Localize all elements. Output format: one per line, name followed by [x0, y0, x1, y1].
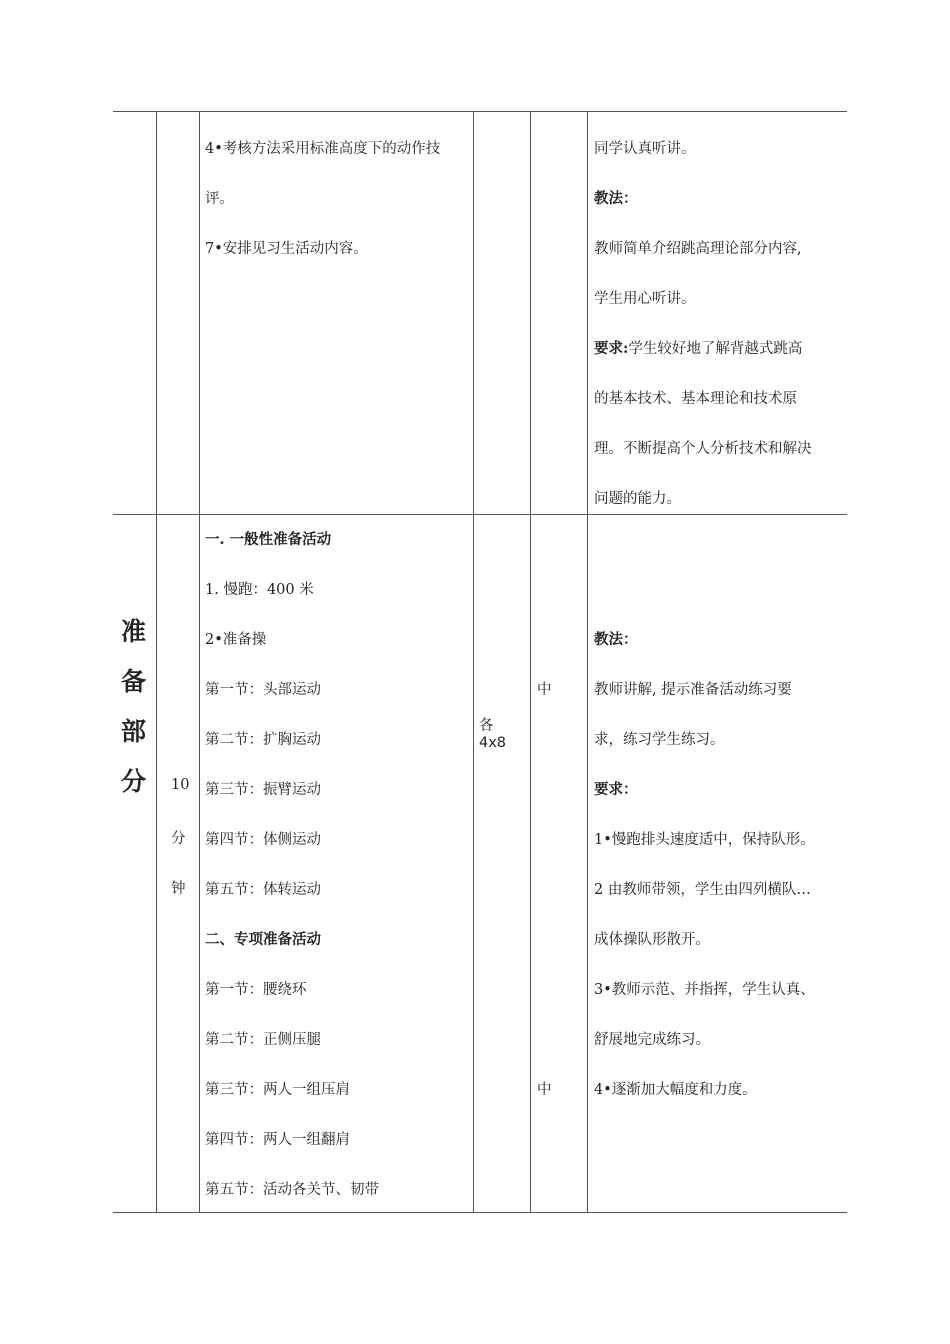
method-line: 同学认真听讲。	[594, 141, 696, 157]
row-divider	[113, 514, 847, 515]
content-line: 第五节：活动各关节、韧带	[205, 1182, 379, 1198]
content-line: 第一节：头部运动	[205, 682, 321, 698]
reps-prefix: 各	[479, 718, 494, 734]
intensity-value: 中	[537, 1082, 552, 1098]
method-line: 的基本技术、基本理论和技术原	[594, 391, 797, 407]
content-line: 第一节：腰绕环	[205, 982, 307, 998]
method-line: 学生较好地了解背越式跳高	[628, 341, 803, 357]
content-line: 第五节：体转运动	[205, 882, 321, 898]
method-line: 成体操队形散开。	[594, 932, 710, 948]
content-line: 2•准备操	[205, 632, 267, 648]
column-divider	[587, 112, 588, 1212]
requirement-heading: 要求:	[594, 340, 629, 357]
method-line: 教师讲解, 提示准备活动练习要	[594, 682, 792, 698]
column-divider	[156, 112, 157, 1212]
column-divider	[473, 112, 474, 1212]
content-line: 1. 慢跑：400 米	[205, 582, 314, 598]
section-char: 分	[121, 767, 147, 796]
method-line: 教师简单介绍跳高理论部分内容,	[594, 241, 802, 257]
method-heading: 教法：	[594, 631, 638, 648]
time-unit: 分	[171, 831, 186, 847]
content-line: 第三节：两人一组压肩	[205, 1082, 350, 1098]
column-divider	[199, 112, 200, 1212]
content-line: 7•安排见习生活动内容。	[205, 241, 368, 257]
method-line: 2 由教师带领，学生由四列横队…	[594, 882, 811, 898]
reps-cell	[479, 718, 527, 752]
method-line: 3•教师示范、并指挥，学生认真、	[594, 982, 815, 998]
content-line: 第三节：振臂运动	[205, 782, 321, 798]
section-char: 备	[121, 667, 147, 696]
content-line: 第二节：正侧压腿	[205, 1032, 321, 1048]
method-line: 1•慢跑排头速度适中，保持队形。	[594, 832, 815, 848]
content-heading: 二、专项准备活动	[205, 931, 321, 948]
method-heading: 教法：	[594, 190, 638, 207]
reps-value: 4x8	[479, 735, 507, 751]
time-unit: 钟	[171, 881, 186, 897]
method-line: 4•逐渐加大幅度和力度。	[594, 1082, 757, 1098]
content-line: 4•考核方法采用标准高度下的动作技	[205, 141, 441, 157]
time-value: 10	[171, 777, 190, 793]
content-line: 第二节：扩胸运动	[205, 732, 321, 748]
content-line: 第四节：体侧运动	[205, 832, 321, 848]
method-line: 问题的能力。	[594, 491, 681, 507]
section-char: 部	[121, 717, 147, 746]
lesson-plan-table	[113, 111, 847, 1213]
section-char: 准	[121, 617, 147, 646]
intensity-value: 中	[537, 682, 552, 698]
column-divider	[530, 112, 531, 1212]
method-line: 学生用心听讲。	[594, 291, 696, 307]
requirement-heading: 要求：	[594, 781, 638, 798]
content-heading: 一. 一般性准备活动	[205, 531, 332, 548]
content-line: 评。	[205, 191, 234, 207]
content-line: 第四节：两人一组翻肩	[205, 1132, 350, 1148]
method-line: 舒展地完成练习。	[594, 1032, 710, 1048]
method-line: 求，练习学生练习。	[594, 732, 725, 748]
method-line: 理。不断提高个人分析技术和解决	[594, 441, 812, 457]
